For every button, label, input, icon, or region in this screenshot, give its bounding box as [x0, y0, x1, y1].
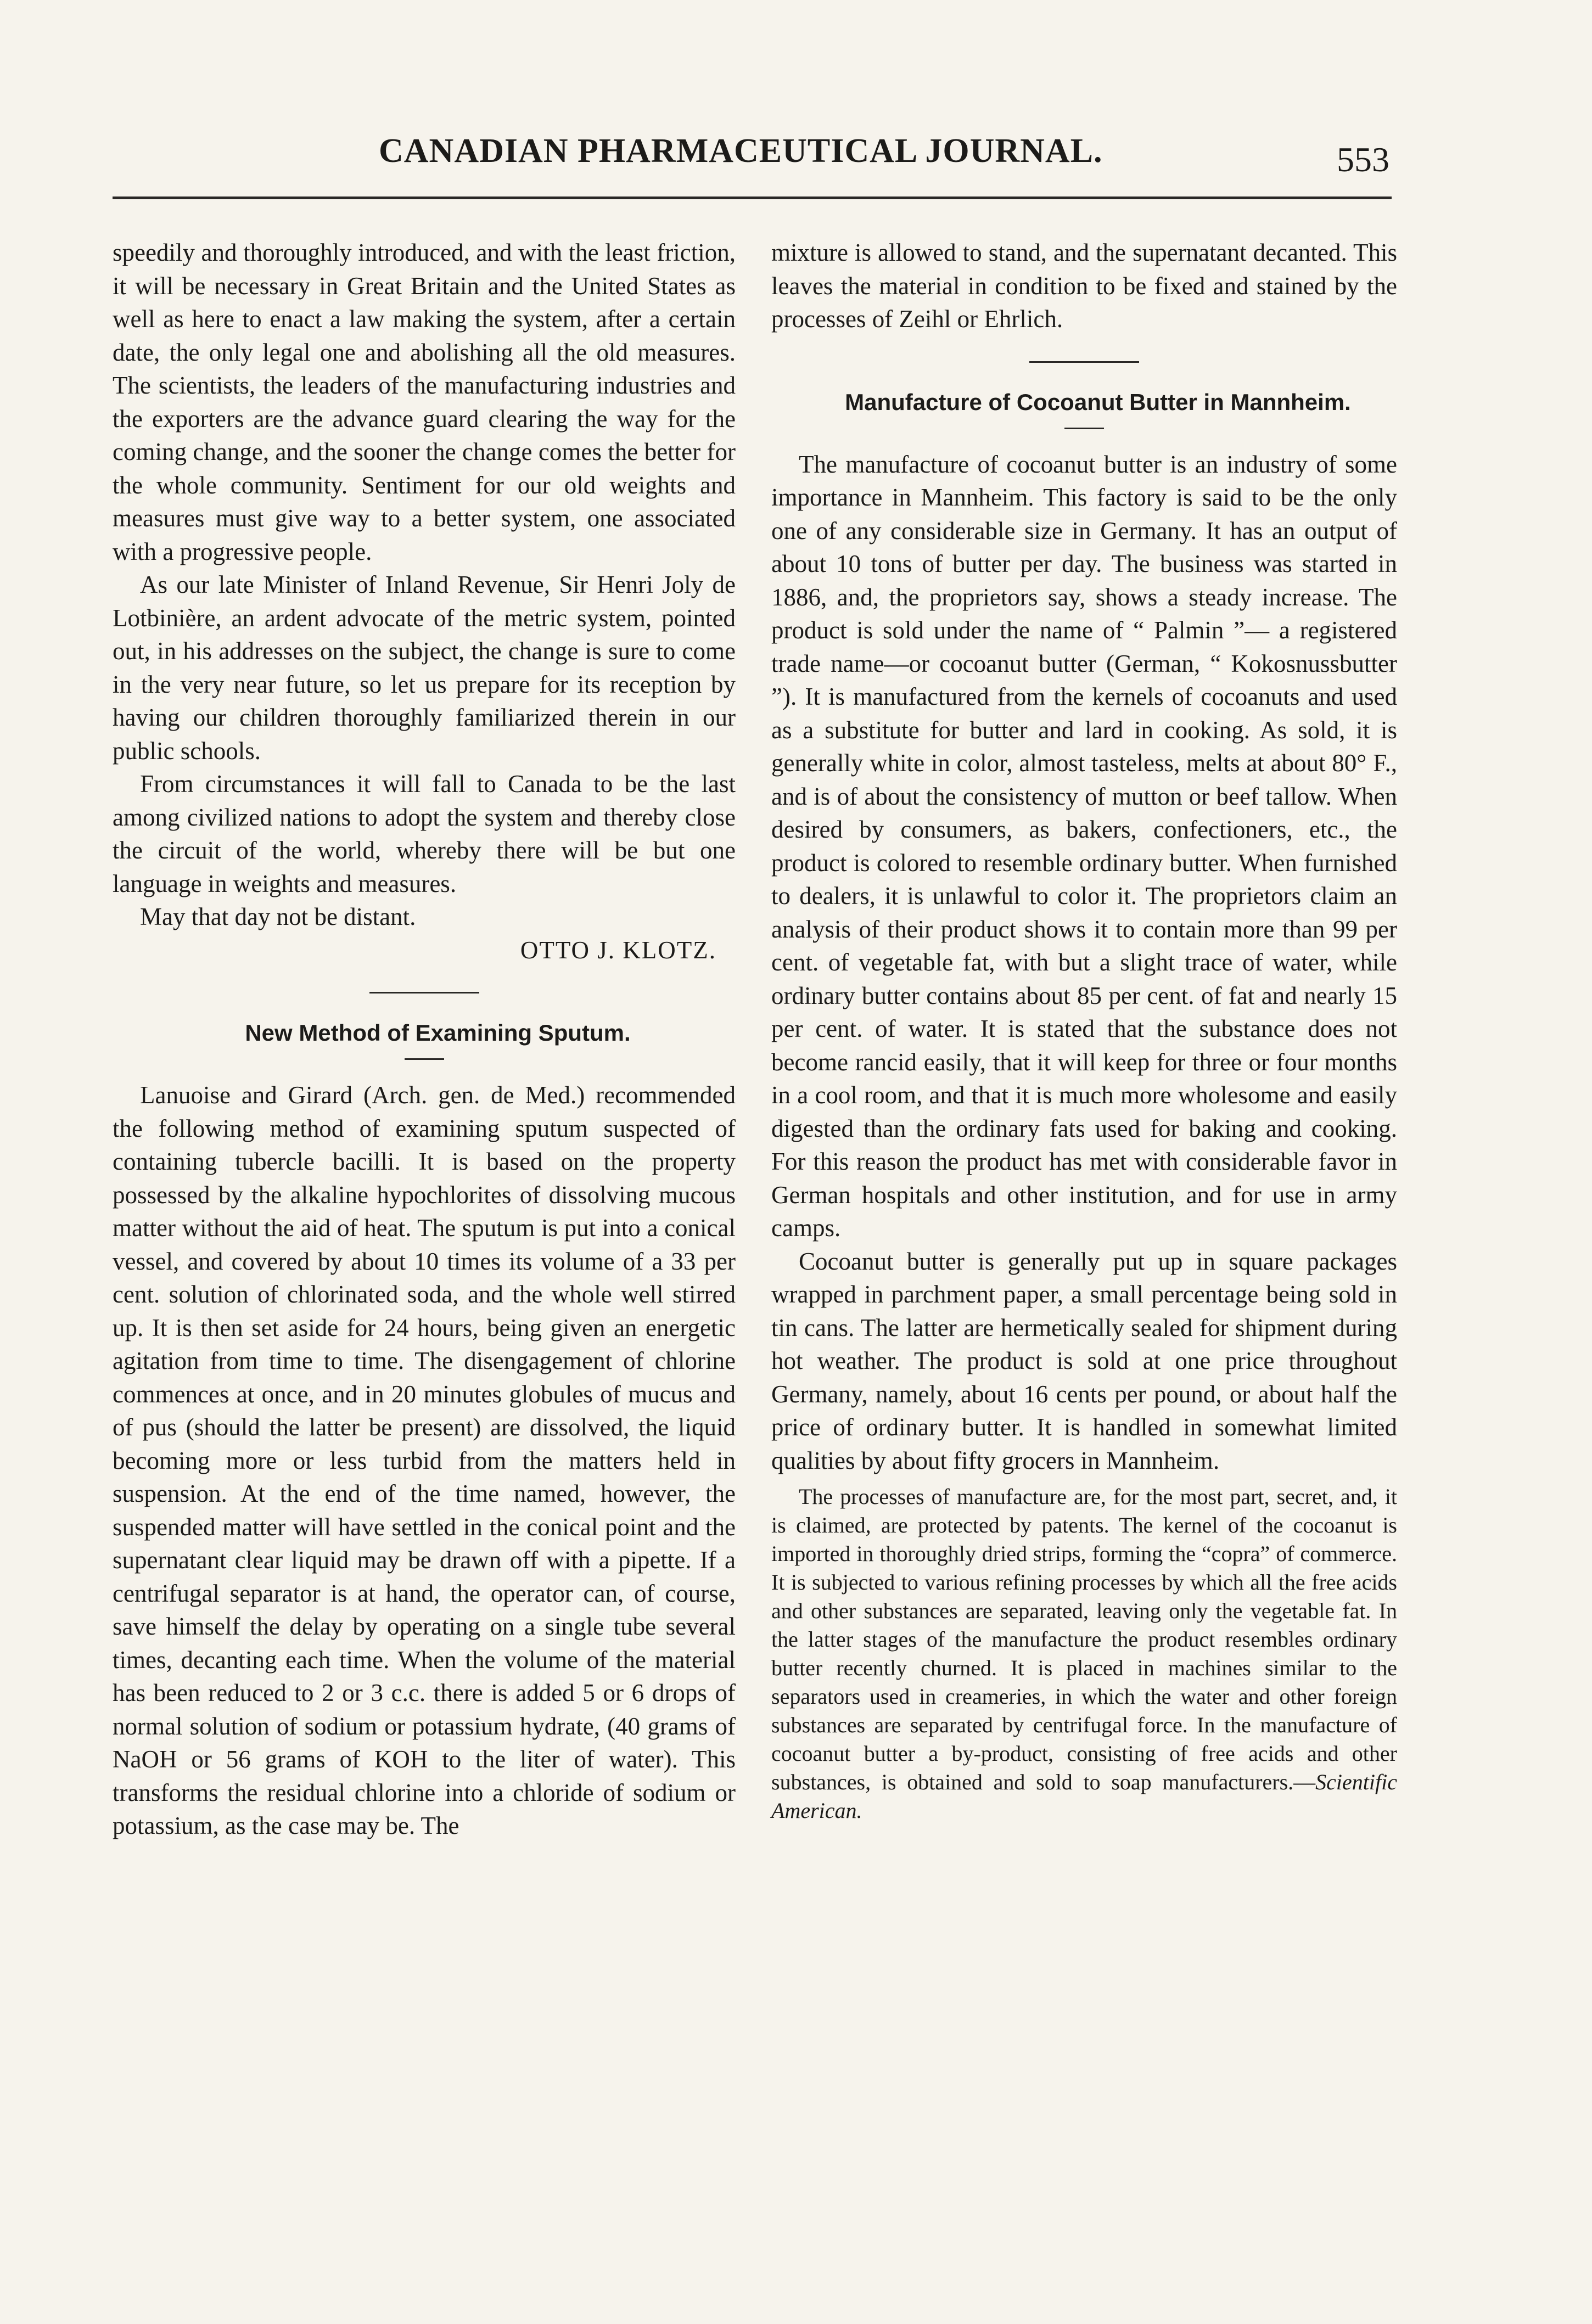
journal-title: CANADIAN PHARMACEUTICAL JOURNAL. — [379, 132, 1103, 170]
author-signature: OTTO J. KLOTZ. — [520, 936, 716, 964]
page-number: 553 — [1337, 140, 1389, 179]
metric-paragraph-3: From circumstances it will fall to Canada to be the last among civilized nations to adopt the system and thereby close the circuit of the world, whereby there will be but one language in weights and measures. — [113, 770, 736, 897]
heading-divider — [405, 1058, 444, 1060]
butter-paragraph-2: Cocoanut butter is generally put up in square packages wrapped in parchment paper, a small percentage being sold in tin cans. The latter are hermetically sealed for shipment during hot weather. The product is sold at one price throughout Germany, namely, about 16 cents per pound, or about half the price of ordinary butter. It is handled in somewhat limited qualities by about fifty grocers in Mannheim. — [771, 1247, 1397, 1474]
metric-paragraph-4: May that day not be distant. — [140, 903, 416, 930]
heading-divider — [1064, 428, 1104, 429]
sputum-continued-paragraph: mixture is allowed to stand, and the supernatant decanted. This leaves the material in condition to be fixed and stained by the processes of Zeihl or Ehrlich. — [771, 239, 1397, 333]
butter-heading: Manufacture of Cocoanut Butter in Mannheim. — [845, 389, 1351, 415]
section-divider — [369, 992, 479, 993]
butter-paragraph-3 — [771, 1483, 1397, 1825]
page-header — [110, 126, 1394, 192]
right-column — [771, 236, 1397, 1825]
source-citation: Scientific American. — [771, 1770, 1397, 1823]
sputum-paragraph-1: Lanuoise and Girard (Arch. gen. de Med.) recommended the following method of examining sputum suspected of containing tubercle bacilli. It is based on the property possessed by the alkaline hypochlorites of dissolving mucous matter without the aid of heat. The sputum is put into a conical vessel, and covered by about 10 times its volume of a 33 per cent. solution of chlorinated soda, and the whole well stirred up. It is then set aside for 24 hours, being given an energetic agitation from time to time. The disengagement of chlorine commences at once, and in 20 minutes globules of mucus and of pus (should the latter be present) are dissolved, the liquid becoming more or less turbid from the matters held in suspension. At the end of the time named, however, the suspended matter will have settled in the conical point and the supernatant clear liquid may be drawn off with a pipette. If a centrifugal separator is at hand, the operator can, of course, save himself the delay by operating on a single tube several times, decanting each time. When the volume of the material has been reduced to 2 or 3 c.c. there is added 5 or 6 drops of normal solution of sodium or potassium hydrate, (40 grams of NaOH or 56 grams of KOH to the liter of water). This transforms the residual chlorine into a chloride of sodium or potassium, as the case may be. The — [113, 1081, 736, 1839]
section-divider — [1029, 361, 1139, 363]
sputum-heading: New Method of Examining Sputum. — [245, 1020, 631, 1046]
header-divider — [113, 197, 1392, 199]
metric-paragraph-2: As our late Minister of Inland Revenue, Sir Henri Joly de Lotbinière, an ardent advocate of the metric system, pointed out, in his addresses on the subject, the change is sure to come in the very near future, so let us prepare for its reception by having our children thoroughly familiarized therein in our public schools. — [113, 571, 736, 765]
butter-paragraph-3-text: The processes of manufacture are, for the most part, secret, and, it is claimed, are protected by patents. The kernel of the cocoanut is imported in thoroughly dried strips, forming the “copra” of commerce. It is subjected to various refining processes by which all the free acids and other substances are separated, leaving only the vegetable fat. In the latter stages of the manufacture the product resembles ordinary butter recently churned. It is placed in machines similar to the separators used in creameries, in which the water and other foreign substances are separated by centrifugal force. In the manufacture of cocoanut butter a by-product, consisting of free acids and other substances, is obtained and sold to soap manufacturers.— — [771, 1484, 1397, 1794]
butter-paragraph-1: The manufacture of cocoanut butter is an industry of some importance in Mannheim. This factory is said to be the only one of any considerable size in Germany. It has an output of about 10 tons of butter per day. The business was started in 1886, and, the proprietors say, shows a steady increase. The product is sold under the name of “ Palmin ”— a registered trade name—or cocoanut butter (German, “ Kokosnussbutter ”). It is manufactured from the kernels of cocoanuts and used as a substitute for butter and lard in cooking. As sold, it is generally white in color, almost tasteless, melts at about 80° F., and is of about the consistency of mutton or beef tallow. When desired by consumers, as bakers, confectioners, etc., the product is colored to resemble ordinary butter. When furnished to dealers, it is unlawful to color it. The proprietors claim an analysis of their product shows it to contain more than 99 per cent. of vegetable fat, with but a slight trace of water, while ordinary butter contains about 85 per cent. of fat and nearly 15 per cent. of water. It is stated that the substance does not become rancid easily, that it will keep for three or four months in a cool room, and that it is much more wholesome and easily digested than the ordinary fats used for baking and cooking. For this reason the product has met with considerable favor in German hospitals and other institution, and for use in army camps. — [771, 450, 1397, 1242]
metric-paragraph-1: speedily and thoroughly introduced, and with the least friction, it will be necessary in Great Britain and the United States as well as here to enact a law making the system, after a certain date, the only legal one and abolishing all the old measures. The scientists, the leaders of the manufacturing industries and the exporters are the advance guard clearing the way for the coming change, and the sooner the change comes the better for the whole community. Sentiment for our old weights and measures must give way to a better system, one associated with a progressive people. — [113, 239, 736, 565]
left-column — [113, 236, 736, 1843]
